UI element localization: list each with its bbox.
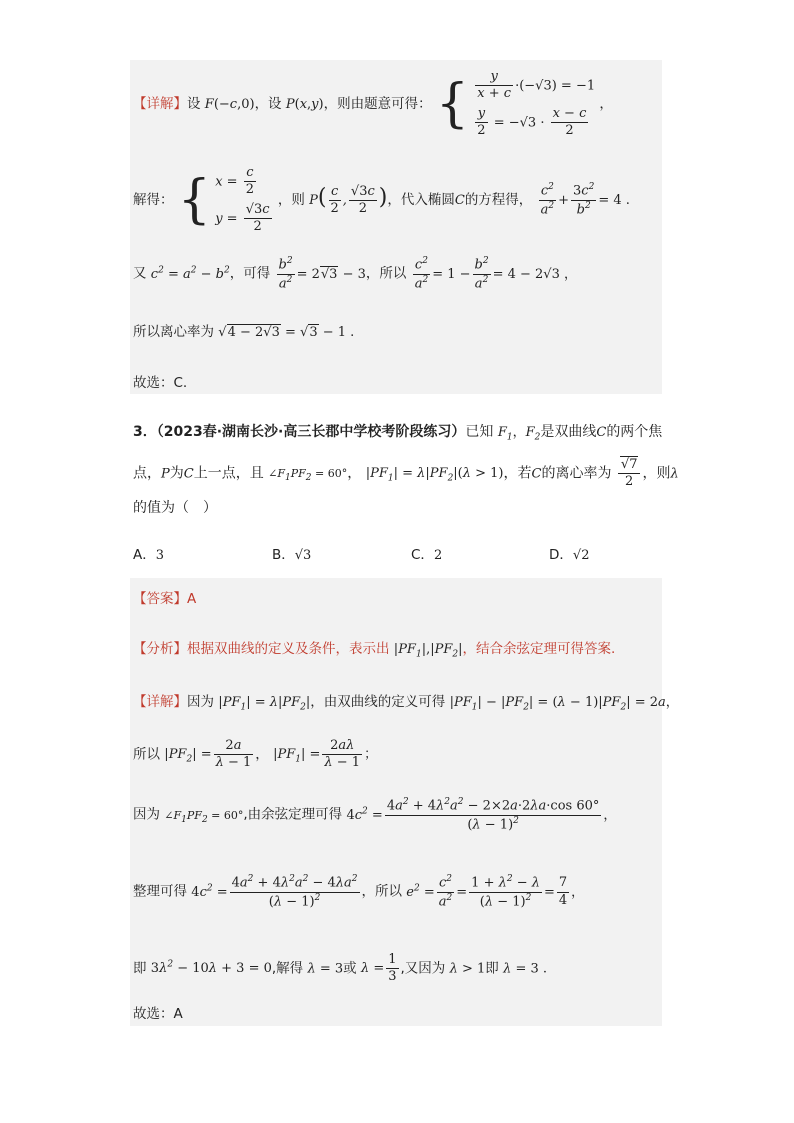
text: ，则 — [642, 465, 671, 482]
option-d[interactable] — [549, 543, 589, 563]
text: ，则 — [277, 192, 305, 208]
math-d5: $3\lambda^2 - 10\lambda + 3 = 0$ — [150, 959, 272, 977]
detail-line-5 — [133, 952, 547, 986]
math-d4-2: $e^2$ = $\frac{c^2}{a^2}$ = $\frac{1 + \lambda^2 - \lambda}{(\lambda - 1)^2}$ = $\frac{7}{4}$ ， — [406, 874, 585, 909]
math-ecc: $\frac{√7}{2}$ — [616, 466, 643, 481]
text: 设 — [187, 96, 201, 112]
text: 所以 — [133, 746, 160, 763]
math-foci: $F_1$，$F_2$ — [497, 425, 541, 443]
detail-tag: 【详解】 — [133, 96, 187, 112]
q3-line-1 — [133, 421, 662, 443]
math-cond: $|PF_1| = \lambda|PF_2|$ — [218, 695, 311, 713]
option-label: A． — [133, 547, 156, 563]
text: 的两个焦 — [606, 424, 663, 440]
question-number: 3． — [133, 424, 157, 440]
text: 已知 — [465, 424, 494, 440]
math-d3: $4c^2$ = $\frac{4a^2 + 4\lambda^2a^2 - 2\times 2a\cdot 2\lambda a\cdot\cos 60^\circ}{(\lambda - 1)^2}$ ， — [346, 797, 617, 832]
text: ，则由题意可得： — [323, 96, 432, 112]
option-value: 3 — [155, 548, 165, 563]
text: ,由余弦定理可得 — [243, 806, 343, 823]
math-d5-cond: λ > 1 — [449, 961, 486, 977]
system-2: x = $\frac{c}{2}$ y = $\frac{√3c}{2}$ — [215, 165, 270, 234]
text: ，所以 — [365, 265, 407, 282]
math-ratio-1: $\frac{b^2}{a^2}$ = 2√3 − 3 — [278, 256, 366, 291]
text: ，所以 — [361, 883, 402, 900]
math-analysis: $|PF_1|,|PF_2|$ — [393, 642, 463, 660]
text: ,解得 — [271, 960, 304, 977]
text: 的方程得， — [464, 192, 533, 208]
p2-solve-line — [133, 162, 630, 238]
option-value: √3 — [294, 548, 312, 563]
text: ，由双曲线的定义可得 — [310, 694, 446, 710]
text: 整理可得 — [133, 883, 187, 900]
option-b[interactable] — [272, 543, 311, 563]
detail-line-3 — [133, 797, 616, 833]
text: 所以离心率为 — [133, 324, 214, 340]
math-d2-1: $|PF_2|$ = $\frac{2a}{\lambda - 1}$ — [164, 738, 252, 771]
p2-relation-line — [133, 256, 577, 292]
text: 即 — [485, 960, 499, 977]
option-a[interactable] — [133, 543, 164, 563]
option-value: √2 — [572, 548, 590, 563]
math-C: C — [596, 425, 607, 440]
text: 的离心率为 — [541, 465, 612, 482]
analysis-line — [133, 637, 615, 660]
text: 根据双曲线的定义及条件，表示出 — [187, 641, 390, 657]
math-equation-1: $\frac{c^2}{a^2}$ + $\frac{3c^2}{b^2}$ = 4 . — [540, 182, 630, 218]
analysis-tag: 【分析】 — [133, 641, 187, 657]
detail-tag: 【详解】 — [133, 694, 187, 710]
math-d1: $|PF_1| - |PF_2| = (\lambda - 1)|PF_2| = 2a$， — [449, 695, 679, 713]
math-relation: $c^2 = a^2 - b^2$ — [150, 265, 230, 282]
p2-detail-line: 【详解】设 F(−c,0)，设 P(x,y)，则由题意可得： { $\frac{y}{x + c}$ ·(−√3) = −1 $\frac{y}{2}$ = −√3 · $\frac{x - c}{2}$ ， — [133, 66, 613, 142]
text: ，设 — [254, 96, 282, 112]
text: 因为 — [133, 806, 160, 823]
detail-line-4 — [133, 874, 584, 910]
math-d4: $4c^2$ = $\frac{4a^2 + 4\lambda^2a^2 - 4\lambda a^2}{(\lambda - 1)^2}$ — [191, 874, 358, 909]
q3-line-3: 的值为（ ） — [133, 500, 217, 516]
text: 或 — [343, 960, 357, 977]
math-d5-r1: λ = 3 — [307, 961, 344, 977]
text: 又 — [133, 265, 147, 282]
math-F: F(−c,0) — [204, 97, 255, 112]
text: ,又因为 — [400, 960, 446, 977]
text: 解得： — [133, 192, 174, 208]
question-source: （2023春·湖南长沙·高三长郡中学校考阶段练习） — [156, 424, 466, 440]
math-ecc: √4 − 2√3 = √3 − 1 . — [218, 325, 355, 340]
answer-tag: 【答案】 — [133, 591, 187, 607]
p2-choose: 故选：C. — [133, 375, 188, 391]
math-P-point: P( $\frac{c}{2}$ , $\frac{√3c}{2}$ ) — [309, 183, 388, 216]
text: 即 — [133, 960, 147, 977]
text: 因为 — [187, 694, 214, 710]
text: ，结合余弦定理可得答案. — [462, 641, 616, 657]
answer-value: A — [187, 591, 197, 607]
math-angle-2: $\angle F_1PF_2 = 60^\circ$ — [164, 808, 244, 825]
text: 是双曲线 — [540, 424, 597, 440]
math-d5-final: λ = 3 . — [503, 961, 548, 977]
text: ，若 — [503, 465, 532, 482]
option-c[interactable] — [411, 543, 442, 563]
math-d2-2: $|PF_1|$ = $\frac{2a\lambda}{\lambda - 1}$ ； — [273, 738, 378, 771]
option-label: D． — [549, 547, 573, 563]
option-label: C． — [411, 547, 434, 563]
detail-line-2: 所以 $|PF_2|$ = $\frac{2a}{\lambda - 1}$ ， $|PF_1|$ = $\frac{2a\lambda}{\lambda - 1}$ ； — [133, 738, 378, 771]
option-label: B． — [272, 547, 295, 563]
math-ratio-2: $\frac{c^2}{a^2}$ = 1 − $\frac{b^2}{a^2}$ = 4 − 2√3 ， — [414, 256, 577, 291]
brace: { — [177, 170, 211, 230]
math-condition: $|PF_1| = \lambda|PF_2|(\lambda > 1)$ — [365, 466, 504, 484]
q3-choose: 故选：A — [133, 1006, 183, 1022]
math-P: P(x,y) — [285, 97, 324, 112]
math-C: C — [531, 466, 542, 482]
math-lambda: λ — [670, 466, 679, 482]
system-1: $\frac{y}{x + c}$ ·(−√3) = −1 $\frac{y}{2}$ = −√3 · $\frac{x - c}{2}$ — [477, 69, 596, 138]
p2-ecc-line — [133, 320, 354, 340]
math-d5-r2: λ = $\frac{1}{3}$ — [360, 952, 397, 985]
text: 上一点，且 — [193, 465, 264, 482]
math-C: C — [183, 466, 194, 482]
math-P: P — [161, 466, 170, 482]
text: ，代入椭圆 — [387, 192, 455, 208]
math-C: C — [454, 193, 465, 208]
brace: { — [435, 74, 469, 134]
text: 点， — [133, 465, 161, 482]
math-angle: $\angle F_1PF_2 = 60^\circ$ — [268, 467, 348, 484]
option-value: 2 — [433, 548, 443, 563]
text: 为 — [169, 465, 184, 482]
detail-line-1 — [133, 690, 679, 713]
q3-line-2: 点，P为C上一点，且 $\angle F_1PF_2 = 60^\circ$， $|PF_1| = \lambda|PF_2|(\lambda > 1)$，若C的离心率为 $\frac{√7}{2}$ ，则λ — [133, 457, 679, 490]
answer-line — [133, 587, 196, 607]
text: ，可得 — [229, 265, 271, 282]
